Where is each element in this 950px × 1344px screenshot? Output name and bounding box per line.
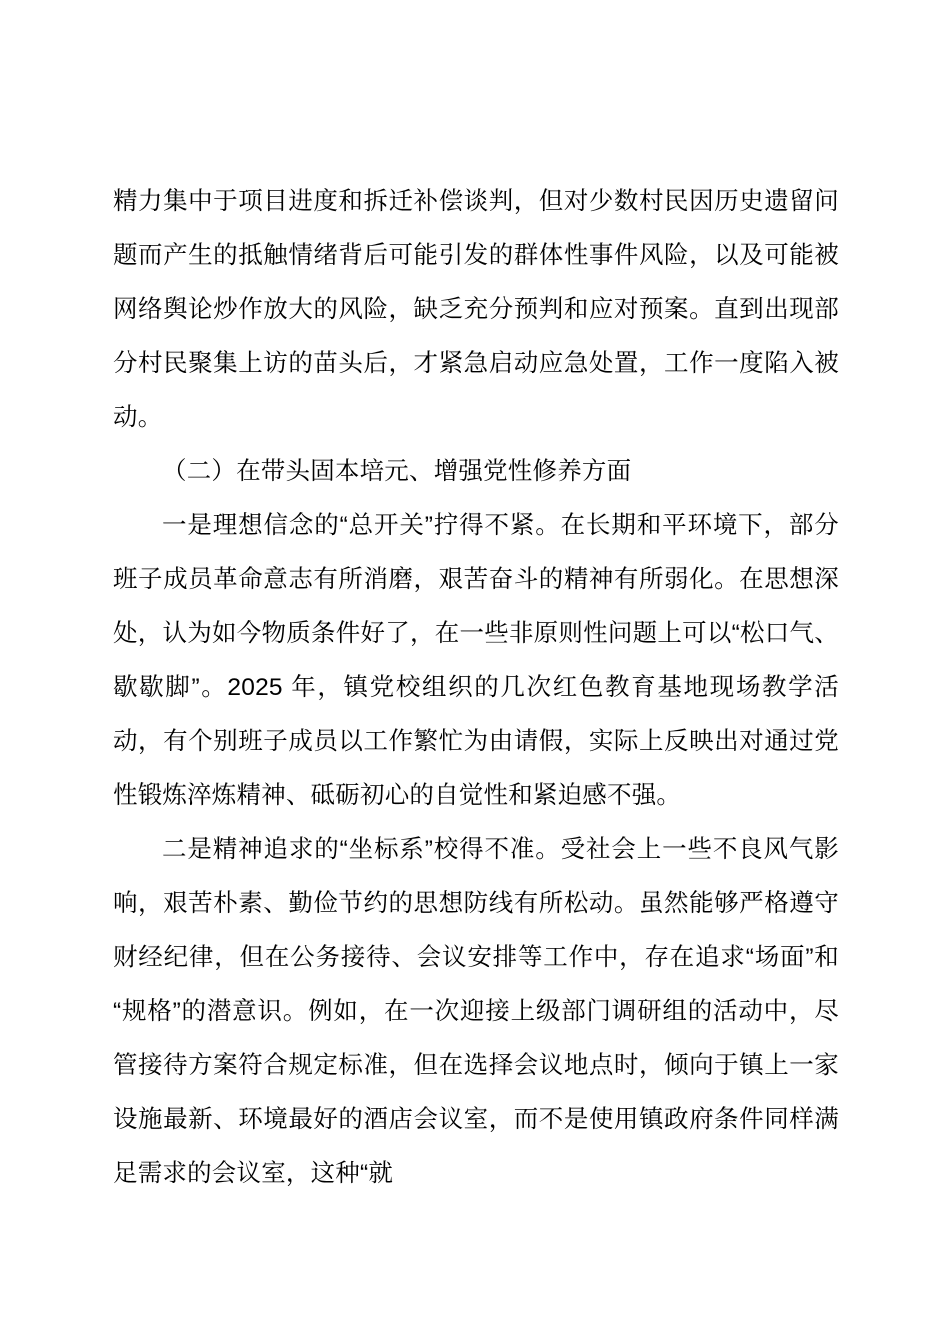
point-two-paragraph: 二是精神追求的“坐标系”校得不准。受社会上一些不良风气影响，艰苦朴素、勤俭节约的思想防线有所松动。虽然能够严格遵守财经纪律，但在公务接待、会议安排等工作中，存在追求“场面”和“规格”的潜意识。例如，在一次迎接上级部门调研组的活动中，尽管接待方案符合规定标准，但在选择会议地点时，倾向于镇上一家设施最新、环境最好的酒店会议室，而不是使用镇政府条件同样满足需求的会议室，这种“就: [113, 836, 839, 1187]
page-text-block: [113, 175, 839, 1201]
point-one-paragraph: 一是理想信念的“总开关”拧得不紧。在长期和平环境下，部分班子成员革命意志有所消磨，艰苦奋斗的精神有所弱化。在思想深处，认为如今物质条件好了，在一些非原则性问题上可以“松口气、歇歇脚”。2025 年，镇党校组织的几次红色教育基地现场教学活动，有个别班子成员以工作繁忙为由请假，实际上反映出对通过党性锻炼淬炼精神、砥砺初心的自觉性和紧迫感不强。: [113, 512, 839, 809]
section-heading-two: （二）在带头固本培元、增强党性修养方面: [162, 458, 632, 485]
continuation-paragraph: 精力集中于项目进度和拆迁补偿谈判，但对少数村民因历史遗留问题而产生的抵触情绪背后可能引发的群体性事件风险，以及可能被网络舆论炒作放大的风险，缺乏充分预判和应对预案。直到出现部分村民聚集上访的苗头后，才紧急启动应急处置，工作一度陷入被动。: [113, 188, 839, 431]
